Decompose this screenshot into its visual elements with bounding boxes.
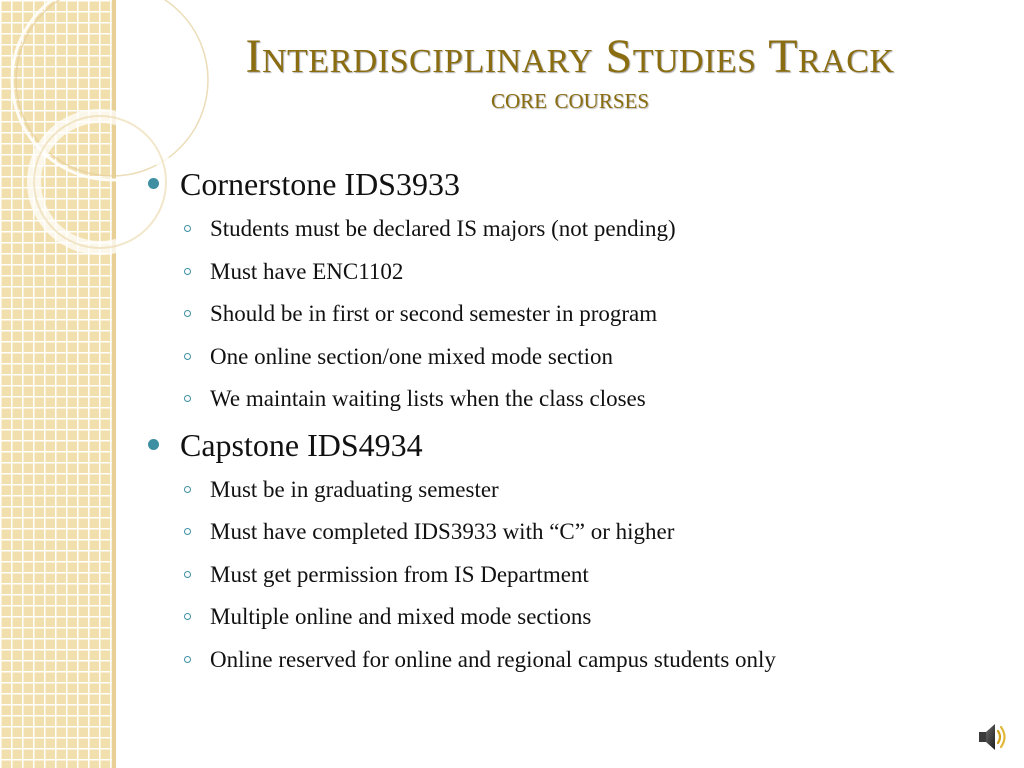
speaker-icon[interactable]: [978, 720, 1008, 754]
ring-bullet-icon: [184, 571, 191, 578]
list-item-text: Must be in graduating semester: [210, 476, 499, 502]
section-capstone: [148, 421, 1008, 682]
list-item-text: Should be in first or second semester in program: [210, 301, 658, 326]
list-item-text: Must get permission from IS Department: [210, 561, 589, 587]
bullet-dot-icon: [148, 178, 159, 189]
list-item-text: One online section/one mixed mode section: [210, 343, 614, 369]
list-item: [148, 596, 1008, 639]
ring-bullet-icon: [184, 486, 191, 493]
ring-bullet-icon: [184, 353, 191, 360]
list-item: [148, 208, 1008, 251]
list-item: [148, 554, 1008, 597]
list-item-text: We maintain waiting lists when the class closes: [210, 386, 646, 411]
slide-subtitle: core courses: [490, 82, 650, 115]
ring-bullet-icon: [184, 613, 191, 620]
section-heading: [148, 421, 1008, 469]
ring-bullet-icon: [184, 268, 191, 275]
ring-bullet-icon: [184, 225, 191, 232]
ring-bullet-icon: [184, 656, 191, 663]
title-block: [130, 30, 1010, 114]
list-item-text: Multiple online and mixed mode sections: [210, 604, 592, 629]
section-heading-text: Cornerstone IDS3933: [180, 166, 460, 202]
section-heading: [148, 160, 1008, 208]
list-item: [148, 469, 1008, 512]
ring-bullet-icon: [184, 528, 191, 535]
list-item: [148, 639, 1008, 682]
list-item-text: Students must be declared IS majors (not pending): [210, 216, 676, 241]
list-item-text: Online reserved for online and regional campus students only: [210, 646, 776, 672]
section-heading-text: Capstone IDS4934: [180, 426, 423, 463]
list-item: [148, 511, 1008, 554]
bullet-content: [148, 160, 1008, 681]
list-item: [148, 251, 1008, 294]
list-item: [148, 293, 1008, 336]
list-item-text: Must have ENC1102: [210, 258, 404, 284]
slide-title: Interdisciplinary Studies Track: [245, 30, 895, 83]
sub-bullet-list: [148, 469, 1008, 682]
list-item: [148, 336, 1008, 379]
ring-bullet-icon: [184, 395, 191, 402]
sub-bullet-list: [148, 208, 1008, 421]
list-item-text: Must have completed IDS3933 with “C” or higher: [210, 519, 675, 544]
ring-bullet-icon: [184, 310, 191, 317]
bullet-dot-icon: [148, 439, 159, 450]
list-item: [148, 378, 1008, 421]
section-cornerstone: [148, 160, 1008, 421]
